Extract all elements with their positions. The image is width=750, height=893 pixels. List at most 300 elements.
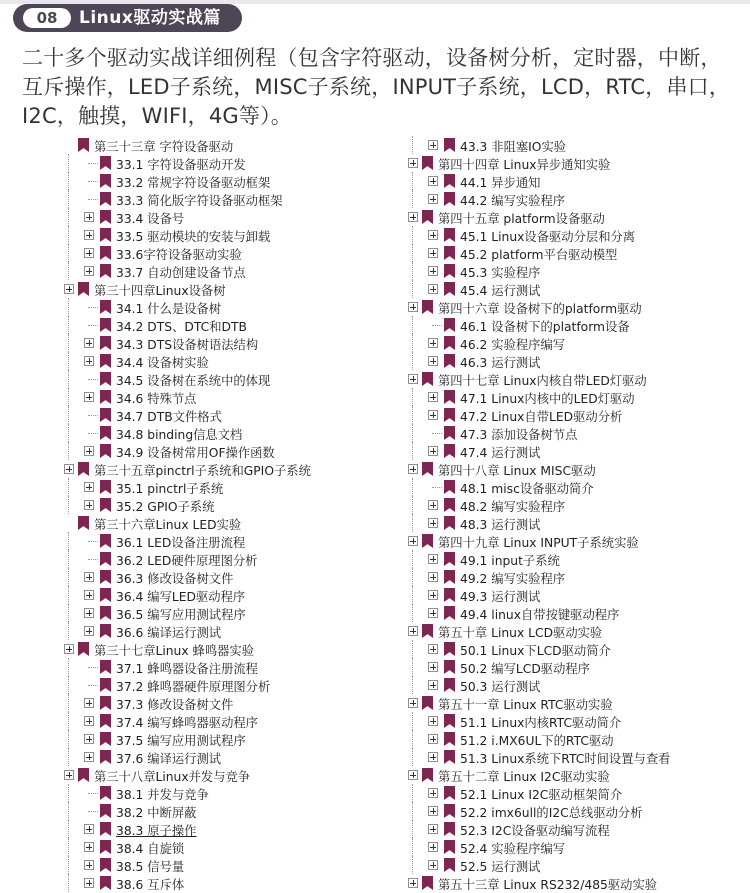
- tree-guide-line: [412, 676, 413, 694]
- tree-branch-line: [88, 667, 98, 668]
- toc-item-label[interactable]: 34.7 DTB文件格式: [116, 410, 222, 424]
- tree-branch-line: [88, 325, 98, 326]
- expand-plus-icon[interactable]: [84, 356, 94, 366]
- bookmark-icon: [444, 246, 455, 260]
- expand-plus-icon[interactable]: [84, 500, 94, 510]
- bookmark-icon: [100, 354, 111, 368]
- bookmark-icon: [444, 786, 455, 800]
- tree-branch-line: [88, 685, 98, 686]
- toc-item-label[interactable]: 47.2 Linux自带LED驱动分析: [460, 410, 623, 424]
- expand-plus-icon[interactable]: [428, 824, 438, 834]
- expand-plus-icon[interactable]: [428, 554, 438, 564]
- expand-plus-icon[interactable]: [428, 230, 438, 240]
- expand-plus-icon[interactable]: [428, 266, 438, 276]
- bookmark-icon: [444, 552, 455, 566]
- toc-item-label[interactable]: 35.2 GPIO子系统: [116, 500, 215, 514]
- expand-plus-icon[interactable]: [428, 806, 438, 816]
- tree-guide-line: [412, 244, 413, 262]
- bookmark-icon: [422, 696, 433, 710]
- expand-plus-icon[interactable]: [428, 284, 438, 294]
- bookmark-icon: [444, 192, 455, 206]
- expand-plus-icon[interactable]: [84, 608, 94, 618]
- toc-item-label[interactable]: 48.1 misc设备驱动简介: [460, 482, 594, 496]
- bookmark-icon: [444, 228, 455, 242]
- tree-guide-line: [412, 820, 413, 838]
- expand-plus-icon[interactable]: [408, 536, 418, 546]
- toc-item-label[interactable]: 36.3 修改设备树文件: [116, 572, 234, 586]
- tree-branch-line: [432, 433, 442, 434]
- bookmark-icon: [100, 210, 111, 224]
- toc-item-label[interactable]: 第四十九章 Linux INPUT子系统实验: [438, 536, 639, 550]
- tree-guide-line: [412, 838, 413, 856]
- expand-plus-icon[interactable]: [428, 392, 438, 402]
- toc-item-label[interactable]: 33.3 简化版字符设备驱动框架: [116, 194, 283, 208]
- toc-item-label[interactable]: 第四十七章 Linux内核自带LED灯驱动: [438, 374, 647, 388]
- expand-plus-icon[interactable]: [84, 248, 94, 258]
- toc-item-label[interactable]: 52.1 Linux I2C驱动框架简介: [460, 788, 623, 802]
- bookmark-icon: [100, 390, 111, 404]
- toc-item-label[interactable]: 51.2 i.MX6UL下的RTC驱动: [460, 734, 614, 748]
- bookmark-icon: [100, 174, 111, 188]
- tree-guide-line: [412, 496, 413, 514]
- bookmark-icon: [100, 570, 111, 584]
- expand-plus-icon[interactable]: [428, 788, 438, 798]
- bookmark-icon: [422, 876, 433, 890]
- toc-item-label[interactable]: 51.1 Linux内核RTC驱动简介: [460, 716, 622, 730]
- bookmark-icon: [100, 300, 111, 314]
- bookmark-icon: [100, 336, 111, 350]
- toc-item-label[interactable]: 37.5 编写应用测试程序: [116, 734, 246, 748]
- section-header: [13, 4, 242, 32]
- bookmark-icon: [444, 390, 455, 404]
- expand-plus-icon[interactable]: [84, 626, 94, 636]
- tree-guide-line: [412, 658, 413, 676]
- expand-plus-icon[interactable]: [408, 464, 418, 474]
- tree-guide-line: [68, 604, 69, 622]
- tree-guide-line: [68, 550, 69, 568]
- toc-item-label[interactable]: 34.3 DTS设备树语法结构: [116, 338, 259, 352]
- tree-guide-line: [68, 370, 69, 388]
- toc-item-label[interactable]: 第三十四章Linux设备树: [94, 284, 226, 298]
- bookmark-icon: [100, 624, 111, 638]
- toc-item-label[interactable]: 第四十五章 platform设备驱动: [438, 212, 605, 226]
- bookmark-icon: [100, 678, 111, 692]
- tree-guide-line: [412, 442, 413, 460]
- tree-branch-line: [88, 415, 98, 416]
- toc-item-label[interactable]: 45.3 实验程序: [460, 266, 541, 280]
- tree-guide-line: [412, 190, 413, 208]
- tree-guide-line: [68, 352, 69, 370]
- expand-plus-icon[interactable]: [428, 410, 438, 420]
- toc-item-label[interactable]: 第五十三章 Linux RS232/485驱动实验: [438, 878, 658, 892]
- expand-plus-icon[interactable]: [408, 212, 418, 222]
- bookmark-icon: [100, 750, 111, 764]
- expand-plus-icon[interactable]: [84, 446, 94, 456]
- bookmark-icon: [444, 858, 455, 872]
- tree-guide-line: [68, 424, 69, 442]
- toc-item-label[interactable]: 34.4 设备树实验: [116, 356, 209, 370]
- tree-guide-line: [412, 406, 413, 424]
- toc-item-label[interactable]: 52.4 实验程序编写: [460, 842, 566, 856]
- toc-item-label[interactable]: 33.6字符设备驱动实验: [116, 248, 242, 262]
- expand-plus-icon[interactable]: [84, 266, 94, 276]
- bookmark-icon: [444, 642, 455, 656]
- section-title: Linux驱动实战篇: [79, 8, 221, 28]
- bookmark-icon: [422, 300, 433, 314]
- expand-plus-icon[interactable]: [84, 842, 94, 852]
- bookmark-icon: [100, 156, 111, 170]
- tree-guide-line: [68, 820, 69, 838]
- bookmark-icon: [422, 624, 433, 638]
- tree-branch-line: [88, 307, 98, 308]
- toc-item-label[interactable]: 34.5 设备树在系统中的体现: [116, 374, 271, 388]
- bookmark-icon: [444, 480, 455, 494]
- section-number-badge: 08: [23, 8, 71, 28]
- toc-item-label[interactable]: 33.7 自动创建设备节点: [116, 266, 246, 280]
- bookmark-icon: [78, 768, 89, 782]
- toc-item-label[interactable]: 46.3 运行测试: [460, 356, 541, 370]
- toc-item-label[interactable]: 第三十八章Linux并发与竞争: [94, 770, 251, 784]
- toc-item-label[interactable]: 50.3 运行测试: [460, 680, 541, 694]
- toc-item-label[interactable]: 第三十七章Linux 蜂鸣器实验: [94, 644, 255, 658]
- toc-item-label[interactable]: 第四十四章 Linux异步通知实验: [438, 158, 611, 172]
- bookmark-icon: [100, 786, 111, 800]
- bookmark-icon: [100, 318, 111, 332]
- expand-plus-icon[interactable]: [84, 230, 94, 240]
- toc-item-label[interactable]: 33.5 驱动模块的安装与卸载: [116, 230, 271, 244]
- expand-plus-icon[interactable]: [428, 356, 438, 366]
- tree-guide-line: [68, 190, 69, 208]
- toc-item-label[interactable]: 46.1 设备树下的platform设备: [460, 320, 630, 334]
- bookmark-icon: [100, 480, 111, 494]
- bookmark-icon: [422, 372, 433, 386]
- expand-plus-icon[interactable]: [64, 644, 74, 654]
- toc-item-label[interactable]: 38.6 互斥体: [116, 878, 185, 892]
- bookmark-icon: [100, 696, 111, 710]
- toc-item-label[interactable]: 36.1 LED设备注册流程: [116, 536, 246, 550]
- bookmark-icon: [444, 444, 455, 458]
- tree-branch-line: [432, 487, 442, 488]
- tree-guide-line: [68, 856, 69, 874]
- bookmark-icon: [78, 282, 89, 296]
- tree-guide-line: [68, 172, 69, 190]
- tree-guide-line: [68, 478, 69, 496]
- expand-plus-icon[interactable]: [428, 590, 438, 600]
- toc-item-label[interactable]: 50.1 Linux下LCD驱动简介: [460, 644, 611, 658]
- tree-guide-line: [68, 154, 69, 172]
- toc-item-label[interactable]: 第三十三章 字符设备驱动: [94, 140, 234, 154]
- toc-item-label[interactable]: 49.4 linux自带按键驱动程序: [460, 608, 620, 622]
- bookmark-icon: [422, 462, 433, 476]
- toc-item-label[interactable]: 51.3 Linux系统下RTC时间设置与查看: [460, 752, 671, 766]
- toc-item-label[interactable]: 49.3 运行测试: [460, 590, 541, 604]
- bookmark-icon: [444, 174, 455, 188]
- tree-guide-line: [412, 514, 413, 532]
- toc-item-label[interactable]: 52.2 imx6ull的I2C总线驱动分析: [460, 806, 643, 820]
- bookmark-icon: [100, 660, 111, 674]
- expand-plus-icon[interactable]: [84, 878, 94, 888]
- expand-plus-icon[interactable]: [428, 860, 438, 870]
- tree-guide-line: [68, 712, 69, 730]
- tree-guide-line: [412, 424, 413, 442]
- toc-item-label[interactable]: 38.3 原子操作: [116, 824, 197, 838]
- toc-item-label[interactable]: 45.1 Linux设备驱动分层和分离: [460, 230, 636, 244]
- bookmark-icon: [100, 246, 111, 260]
- expand-plus-icon[interactable]: [64, 284, 74, 294]
- tree-guide-line: [412, 172, 413, 190]
- bookmark-icon: [444, 426, 455, 440]
- bookmark-icon: [100, 192, 111, 206]
- tree-guide-line: [412, 136, 413, 154]
- tree-guide-line: [412, 730, 413, 748]
- tree-guide-line: [412, 334, 413, 352]
- tree-guide-line: [68, 208, 69, 226]
- expand-plus-icon[interactable]: [84, 698, 94, 708]
- toc-item-label[interactable]: 49.1 input子系统: [460, 554, 560, 568]
- tree-branch-line: [88, 433, 98, 434]
- toc-item-label[interactable]: 36.2 LED硬件原理图分析: [116, 554, 258, 568]
- expand-plus-icon[interactable]: [428, 608, 438, 618]
- tree-guide-line: [68, 334, 69, 352]
- toc-item-label[interactable]: 第五十一章 Linux RTC驱动实验: [438, 698, 613, 712]
- tree-guide-line: [412, 802, 413, 820]
- tree-guide-line: [412, 856, 413, 874]
- tree-guide-line: [412, 784, 413, 802]
- bookmark-icon: [444, 588, 455, 602]
- expand-plus-icon[interactable]: [84, 824, 94, 834]
- toc-item-label[interactable]: 33.4 设备号: [116, 212, 185, 226]
- bookmark-icon: [444, 498, 455, 512]
- expand-plus-icon[interactable]: [408, 770, 418, 780]
- toc-item-label[interactable]: 37.3 修改设备树文件: [116, 698, 234, 712]
- tree-guide-line: [68, 586, 69, 604]
- expand-plus-icon[interactable]: [84, 212, 94, 222]
- expand-plus-icon[interactable]: [84, 338, 94, 348]
- toc-item-label[interactable]: 33.2 常规字符设备驱动框架: [116, 176, 271, 190]
- toc-item-label[interactable]: 第四十六章 设备树下的platform驱动: [438, 302, 642, 316]
- bookmark-icon: [100, 840, 111, 854]
- toc-item-label[interactable]: 45.2 platform平台驱动模型: [460, 248, 618, 262]
- tree-guide-line: [68, 838, 69, 856]
- expand-plus-icon[interactable]: [84, 734, 94, 744]
- tree-guide-line: [412, 640, 413, 658]
- bookmark-icon: [78, 462, 89, 476]
- bookmark-icon: [100, 732, 111, 746]
- bookmark-icon: [444, 354, 455, 368]
- expand-plus-icon[interactable]: [428, 644, 438, 654]
- toc-item-label[interactable]: 44.2 编写实验程序: [460, 194, 566, 208]
- bookmark-icon: [444, 660, 455, 674]
- toc-item-label[interactable]: 52.5 运行测试: [460, 860, 541, 874]
- bookmark-icon: [422, 210, 433, 224]
- tree-guide-line: [412, 352, 413, 370]
- toc-item-label[interactable]: 37.2 蜂鸣器硬件原理图分析: [116, 680, 271, 694]
- tree-guide-line: [412, 388, 413, 406]
- bookmark-icon: [100, 876, 111, 890]
- bookmark-icon: [444, 336, 455, 350]
- expand-plus-icon[interactable]: [408, 626, 418, 636]
- tree-branch-line: [88, 793, 98, 794]
- bookmark-icon: [444, 606, 455, 620]
- toc-item-label[interactable]: 43.3 非阻塞IO实验: [460, 140, 567, 154]
- bookmark-icon: [100, 822, 111, 836]
- bookmark-icon: [444, 318, 455, 332]
- bookmark-icon: [422, 534, 433, 548]
- expand-plus-icon[interactable]: [428, 176, 438, 186]
- toc-item-label[interactable]: 49.2 编写实验程序: [460, 572, 566, 586]
- tree-guide-line: [68, 316, 69, 334]
- toc-item-label[interactable]: 45.4 运行测试: [460, 284, 541, 298]
- tree-branch-line: [88, 199, 98, 200]
- bookmark-icon: [100, 444, 111, 458]
- expand-plus-icon[interactable]: [428, 140, 438, 150]
- expand-plus-icon[interactable]: [64, 464, 74, 474]
- tree-guide-line: [68, 748, 69, 766]
- tree-guide-line: [412, 712, 413, 730]
- expand-plus-icon[interactable]: [84, 482, 94, 492]
- toc-item-label[interactable]: 37.1 蜂鸣器设备注册流程: [116, 662, 258, 676]
- toc-item-label[interactable]: 38.1 并发与竞争: [116, 788, 209, 802]
- tree-guide-line: [412, 568, 413, 586]
- tree-guide-line: [68, 226, 69, 244]
- bookmark-icon: [100, 606, 111, 620]
- tree-branch-line: [88, 559, 98, 560]
- bookmark-icon: [78, 642, 89, 656]
- expand-plus-icon[interactable]: [428, 446, 438, 456]
- section-description: 二十多个驱动实战详细例程（包含字符驱动，设备树分析，定时器，中断，互斥操作，LED子系统，MISC子系统，INPUT子系统，LCD，RTC，串口，I2C，触摸，WIFI，4G等）。: [22, 46, 731, 128]
- toc-item-label[interactable]: 38.4 自旋锁: [116, 842, 185, 856]
- toc-item-label[interactable]: 34.8 binding信息文档: [116, 428, 243, 442]
- bookmark-icon: [100, 588, 111, 602]
- expand-plus-icon[interactable]: [428, 338, 438, 348]
- toc-item-label[interactable]: 48.3 运行测试: [460, 518, 541, 532]
- expand-plus-icon[interactable]: [84, 590, 94, 600]
- bookmark-icon: [100, 408, 111, 422]
- tree-guide-line: [412, 550, 413, 568]
- toc-item-label[interactable]: 47.3 添加设备树节点: [460, 428, 578, 442]
- toc-item-label[interactable]: 47.4 运行测试: [460, 446, 541, 460]
- toc-item-label[interactable]: 36.5 编写应用测试程序: [116, 608, 246, 622]
- expand-plus-icon[interactable]: [428, 248, 438, 258]
- tree-guide-line: [68, 388, 69, 406]
- toc-item-label[interactable]: 37.4 编写蜂鸣器驱动程序: [116, 716, 258, 730]
- tree-branch-line: [88, 379, 98, 380]
- expand-plus-icon[interactable]: [428, 518, 438, 528]
- tree-guide-line: [412, 280, 413, 298]
- toc-item-label[interactable]: 48.2 编写实验程序: [460, 500, 566, 514]
- bookmark-icon: [100, 264, 111, 278]
- toc-item-label[interactable]: 38.2 中断屏蔽: [116, 806, 197, 820]
- expand-plus-icon[interactable]: [428, 572, 438, 582]
- toc-item-label[interactable]: 36.4 编写LED驱动程序: [116, 590, 246, 604]
- tree-branch-line: [88, 163, 98, 164]
- bookmark-icon: [444, 840, 455, 854]
- tree-guide-line: [412, 226, 413, 244]
- tree-guide-line: [68, 568, 69, 586]
- bookmark-icon: [78, 516, 89, 530]
- toc-item-label[interactable]: 47.1 Linux内核中的LED灯驱动: [460, 392, 635, 406]
- expand-plus-icon[interactable]: [408, 302, 418, 312]
- toc-item-label[interactable]: 第五十章 Linux LCD驱动实验: [438, 626, 603, 640]
- bookmark-icon: [100, 552, 111, 566]
- toc-item-label[interactable]: 35.1 pinctrl子系统: [116, 482, 224, 496]
- tree-guide-line: [412, 262, 413, 280]
- expand-plus-icon[interactable]: [428, 842, 438, 852]
- bookmark-icon: [78, 138, 89, 152]
- bookmark-icon: [100, 534, 111, 548]
- toc-item-label[interactable]: 44.1 异步通知: [460, 176, 541, 190]
- tree-guide-line: [68, 874, 69, 892]
- expand-plus-icon[interactable]: [428, 752, 438, 762]
- bookmark-icon: [100, 228, 111, 242]
- toc-item-label[interactable]: 37.6 编译运行测试: [116, 752, 222, 766]
- toc-item-label[interactable]: 52.3 I2C设备驱动编写流程: [460, 824, 610, 838]
- expand-plus-icon[interactable]: [84, 572, 94, 582]
- toc-item-label[interactable]: 33.1 字符设备驱动开发: [116, 158, 246, 172]
- toc-item-label[interactable]: 34.2 DTS、DTC和DTB: [116, 320, 247, 334]
- expand-plus-icon[interactable]: [428, 662, 438, 672]
- expand-plus-icon[interactable]: [64, 770, 74, 780]
- tree-guide-line: [68, 658, 69, 676]
- expand-plus-icon[interactable]: [84, 716, 94, 726]
- expand-plus-icon[interactable]: [408, 878, 418, 888]
- toc-item-label[interactable]: 34.9 设备树常用OF操作函数: [116, 446, 275, 460]
- expand-plus-icon[interactable]: [84, 392, 94, 402]
- toc-item-label[interactable]: 36.6 编译运行测试: [116, 626, 222, 640]
- toc-item-label[interactable]: 34.6 特殊节点: [116, 392, 197, 406]
- expand-plus-icon[interactable]: [428, 680, 438, 690]
- toc-item-label[interactable]: 34.1 什么是设备树: [116, 302, 222, 316]
- bookmark-icon: [100, 858, 111, 872]
- bookmark-icon: [100, 804, 111, 818]
- tree-guide-line: [68, 496, 69, 514]
- bookmark-icon: [444, 678, 455, 692]
- tree-guide-line: [68, 298, 69, 316]
- bookmark-icon: [100, 498, 111, 512]
- tree-guide-line: [68, 676, 69, 694]
- toc-item-label[interactable]: 38.5 信号量: [116, 860, 185, 874]
- toc-item-label[interactable]: 50.2 编写LCD驱动程序: [460, 662, 590, 676]
- expand-plus-icon[interactable]: [408, 158, 418, 168]
- expand-plus-icon[interactable]: [408, 374, 418, 384]
- bookmark-icon: [100, 372, 111, 386]
- toc-item-label[interactable]: 第四十八章 Linux MISC驱动: [438, 464, 596, 478]
- bookmark-icon: [444, 264, 455, 278]
- tree-guide-line: [68, 622, 69, 640]
- expand-plus-icon[interactable]: [428, 194, 438, 204]
- expand-plus-icon[interactable]: [408, 698, 418, 708]
- expand-plus-icon[interactable]: [84, 752, 94, 762]
- toc-item-label[interactable]: 第三十五章pinctrl子系统和GPIO子系统: [94, 464, 311, 478]
- tree-guide-line: [412, 478, 413, 496]
- expand-plus-icon[interactable]: [84, 860, 94, 870]
- toc-item-label[interactable]: 46.2 实验程序编写: [460, 338, 566, 352]
- bookmark-icon: [422, 156, 433, 170]
- tree-guide-line: [68, 802, 69, 820]
- expand-plus-icon[interactable]: [428, 734, 438, 744]
- toc-item-label[interactable]: 第五十二章 Linux I2C驱动实验: [438, 770, 610, 784]
- tree-branch-line: [88, 541, 98, 542]
- tree-guide-line: [68, 442, 69, 460]
- tree-branch-line: [88, 811, 98, 812]
- tree-guide-line: [412, 604, 413, 622]
- toc-item-label[interactable]: 第三十六章Linux LED实验: [94, 518, 242, 532]
- bookmark-icon: [444, 570, 455, 584]
- expand-plus-icon[interactable]: [428, 716, 438, 726]
- tree-guide-line: [68, 784, 69, 802]
- expand-plus-icon[interactable]: [428, 500, 438, 510]
- tree-guide-line: [412, 316, 413, 334]
